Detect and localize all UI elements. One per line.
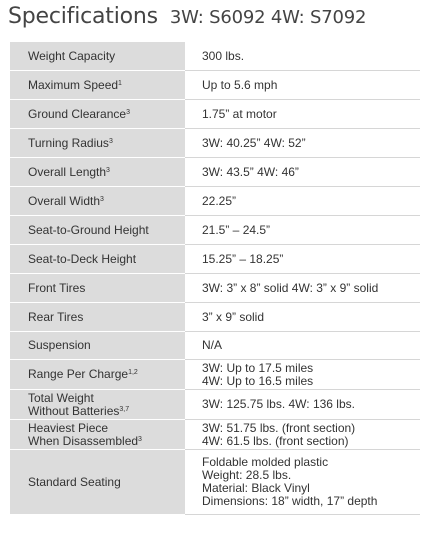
spec-value: Foldable molded plastic Weight: 28.5 lbs. Material: Black Vinyl Dimensions: 18” width, 17” depth xyxy=(185,450,420,515)
spec-value: 3W: 125.75 lbs. 4W: 136 lbs. xyxy=(185,390,420,420)
spec-label: Total Weight Without Batteries$^{3,7}$ xyxy=(10,390,185,420)
table-row xyxy=(10,216,420,245)
table-row xyxy=(10,274,420,303)
table-row xyxy=(10,420,420,450)
table-row xyxy=(10,100,420,129)
spec-value: N/A xyxy=(185,332,420,360)
table-row xyxy=(10,42,420,71)
spec-value: 22.25” xyxy=(185,187,420,216)
table-row xyxy=(10,303,420,332)
spec-value: 3W: 40.25” 4W: 52” xyxy=(185,129,420,158)
spec-label: Maximum Speed$^1$ xyxy=(10,71,185,100)
spec-value: 21.5” – 24.5” xyxy=(185,216,420,245)
spec-label: Seat-to-Deck Height xyxy=(10,245,185,274)
table-row xyxy=(10,332,420,360)
model-numbers: 3W: S6092 4W: S7092 xyxy=(169,7,367,28)
spec-label: Front Tires xyxy=(10,274,185,303)
spec-label: Turning Radius$^3$ xyxy=(10,129,185,158)
spec-label: Range Per Charge$^{1,2}$ xyxy=(10,360,185,390)
spec-label: Overall Width$^3$ xyxy=(10,187,185,216)
spec-value: 3W: Up to 17.5 miles 4W: Up to 16.5 miles xyxy=(185,360,420,390)
spec-label: Rear Tires xyxy=(10,303,185,332)
spec-label: Suspension xyxy=(10,332,185,360)
table-row xyxy=(10,71,420,100)
table-row xyxy=(10,129,420,158)
spec-value: 300 lbs. xyxy=(185,42,420,71)
spec-value: 3W: 3” x 8” solid 4W: 3” x 9” solid xyxy=(185,274,420,303)
table-row xyxy=(10,450,420,515)
spec-value: 1.75” at motor xyxy=(185,100,420,129)
spec-label: Standard Seating xyxy=(10,450,185,515)
spec-value: 15.25” – 18.25” xyxy=(185,245,420,274)
spec-value: Up to 5.6 mph xyxy=(185,71,420,100)
title-text: Specifications xyxy=(8,4,158,29)
spec-label: Overall Length$^3$ xyxy=(10,158,185,187)
spec-value: 3” x 9” solid xyxy=(185,303,420,332)
spec-label: Heaviest Piece When Disassembled$^3$ xyxy=(10,420,185,450)
page-title xyxy=(8,4,366,36)
table-row xyxy=(10,158,420,187)
spec-value: 3W: 51.75 lbs. (front section) 4W: 61.5 lbs. (front section) xyxy=(185,420,420,450)
table-row xyxy=(10,187,420,216)
table-row xyxy=(10,245,420,274)
table-row xyxy=(10,360,420,390)
table-row xyxy=(10,390,420,420)
specifications-table xyxy=(10,41,420,515)
spec-label: Weight Capacity xyxy=(10,42,185,71)
spec-value: 3W: 43.5” 4W: 46” xyxy=(185,158,420,187)
spec-label: Ground Clearance$^3$ xyxy=(10,100,185,129)
spec-label: Seat-to-Ground Height xyxy=(10,216,185,245)
